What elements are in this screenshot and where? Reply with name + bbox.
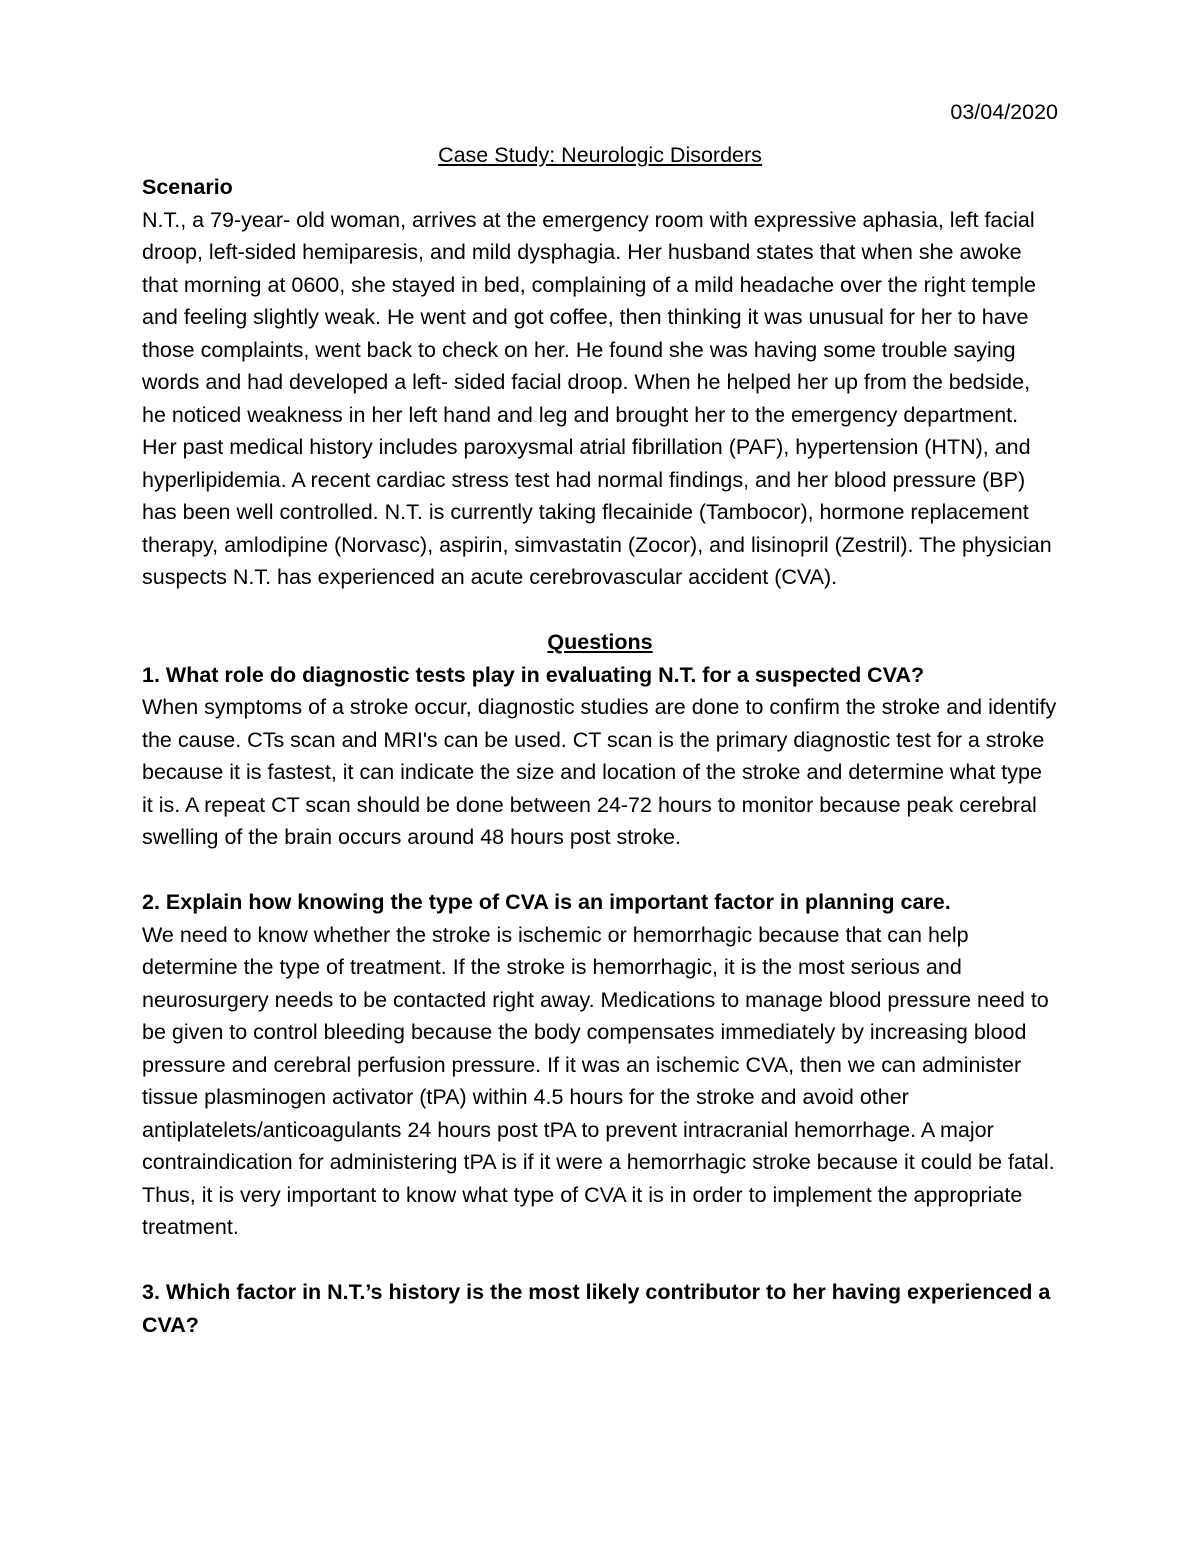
answer-2: We need to know whether the stroke is ischemic or hemorrhagic because that can help determine the type of treatment. If the stroke is hemorrhagic, it is the most serious and neurosurgery needs to be contacted right away. Medications to manage blood pressure need to be given to control bleeding because the body compensates immediately by increasing blood pressure and cerebral perfusion pressure. If it was an ischemic CVA, then we can administer tissue plasminogen activator (tPA) within 4.5 hours for the stroke and avoid other antiplatelets/anticoagulants 24 hours post tPA to prevent intracranial hemorrhage. A major contraindication for administering tPA is if it were a hemorrhagic stroke because it could be fatal. Thus, it is very important to know what type of CVA it is in order to implement the appropriate treatment. — [142, 922, 1055, 1239]
document-date: 03/04/2020 — [950, 100, 1058, 124]
answer-1: When symptoms of a stroke occur, diagnostic studies are done to confirm the stroke and identify the cause. CTs scan and MRI's can be used. CT scan is the primary diagnostic test for a stroke because it is fastest, it can indicate the size and location of the stroke and determine what type it is. A repeat CT scan should be done between 24-72 hours to monitor because peak cerebral swelling of the brain occurs around 48 hours post stroke. — [142, 695, 1057, 849]
questions-heading: Questions — [547, 630, 653, 654]
question-1: 1. What role do diagnostic tests play in evaluating N.T. for a suspected CVA? — [142, 662, 925, 687]
scenario-heading: Scenario — [142, 175, 233, 199]
scenario-text: N.T., a 79-year- old woman, arrives at the emergency room with expressive aphasia, left facial droop, left-sided hemiparesis, and mild dysphagia. Her husband states that when she awoke that morning at 0600, she stayed in bed, complaining of a mild headache over the right temple and feeling slightly weak. He went and got coffee, then thinking it was unusual for her to have those complaints, went back to check on her. He found she was having some trouble saying words and had developed a left- sided facial droop. When he helped her up from the bedside, he noticed weakness in her left hand and leg and brought her to the emergency department. Her past medical history includes paroxysmal atrial fibrillation (PAF), hypertension (HTN), and hyperlipidemia. A recent cardiac stress test had normal findings, and her blood pressure (BP) has been well controlled. N.T. is currently taking flecainide (Tambocor), hormone replacement therapy, amlodipine (Norvasc), aspirin, simvastatin (Zocor), and lisinopril (Zestril). The physician suspects N.T. has experienced an acute cerebrovascular accident (CVA). — [142, 207, 1052, 589]
question-2: 2. Explain how knowing the type of CVA is an important factor in planning care. — [142, 890, 951, 914]
document-body — [142, 96, 1058, 1341]
document-title: Case Study: Neurologic Disorders — [438, 142, 762, 167]
question-3: 3. Which factor in N.T.’s history is the most likely contributor to her having experienced a CVA? — [142, 1280, 1051, 1337]
